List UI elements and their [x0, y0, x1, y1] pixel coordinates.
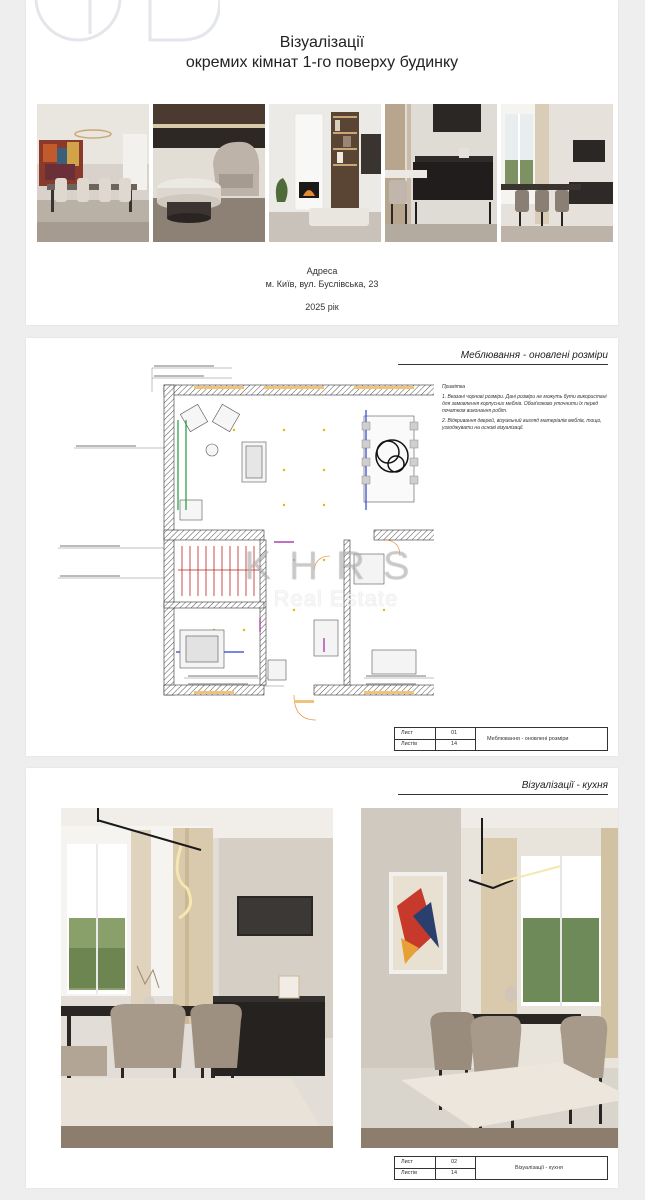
cover-title	[26, 33, 618, 73]
address-block	[26, 265, 618, 314]
thumbnail-kitchen-dining[interactable]	[501, 104, 613, 242]
note-1: 1. Вказані чорнові розміри. Дані розміри не можуть бути використані для замовлення корпусних меблів. Обов'язково уточнити їх перед початком виконання робіт.	[442, 394, 607, 414]
note-2: 2. Відкривання дверей, візуальний вигляд матеріалів меблів, тощо, узгоджувати на основі візуалізації.	[442, 418, 602, 431]
cover-title-line2: окремих кімнат 1-го поверху будинку	[185, 54, 459, 71]
kitchen-render-right[interactable]	[361, 808, 618, 1148]
cover-sheet	[26, 0, 618, 325]
plan-sheets-label: Листів	[401, 741, 418, 747]
notes-title: Примітка	[442, 384, 466, 390]
kitchen-sheets-value: 14	[451, 1170, 458, 1176]
thumbnail-dining-room[interactable]	[37, 104, 149, 242]
kitchen-sheet-label: Лист	[401, 1159, 413, 1165]
kitchen-sheet-value: 02	[451, 1159, 458, 1165]
address-label: Адреса	[306, 266, 338, 276]
plan-sheet-value: 01	[451, 730, 458, 736]
plan-notes	[442, 384, 612, 435]
plan-sheet-header: Меблювання - оновлені розміри	[398, 350, 608, 365]
plan-sheet-label: Лист	[401, 730, 413, 736]
kitchen-render-left[interactable]	[61, 808, 333, 1148]
plan-sheets-value: 14	[451, 741, 458, 747]
plan-stamp-name: Меблювання - оновлені розміри	[487, 736, 569, 742]
year-label: 2025 рік	[305, 302, 339, 312]
kitchen-sheet	[26, 768, 618, 1188]
address-value: м. Київ, вул. Буслівська, 23	[265, 279, 379, 289]
floor-plan-sheet	[26, 338, 618, 756]
kitchen-sheets-label: Листів	[401, 1170, 418, 1176]
thumbnail-dining-sideboard[interactable]	[385, 104, 497, 242]
kitchen-sheet-header: Візуалізації - кухня	[398, 780, 608, 795]
thumbnail-living-room-armchair[interactable]	[153, 104, 265, 242]
plan-title-block	[394, 727, 608, 751]
cover-title-line1: Візуалізації	[279, 34, 365, 51]
kitchen-stamp-name: Візуалізації - кухня	[515, 1165, 563, 1171]
thumbnail-living-room-fireplace[interactable]	[269, 104, 381, 242]
kitchen-title-block	[394, 1156, 608, 1180]
watermark-text: Real Estate	[273, 586, 399, 611]
watermark-letters: KHRS	[244, 544, 428, 588]
watermark	[226, 546, 446, 612]
